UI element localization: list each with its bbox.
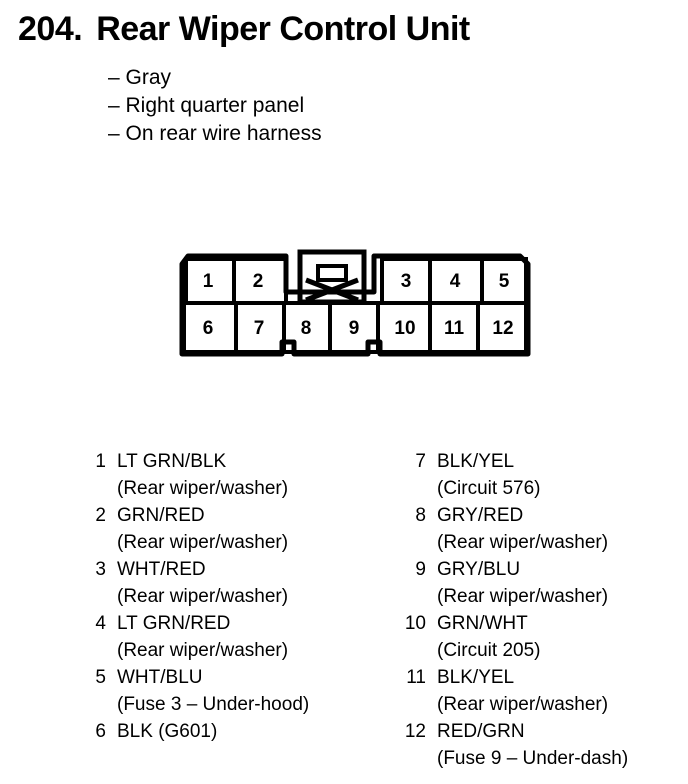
pin-number: 8 [415, 505, 426, 526]
pin-number: 10 [404, 613, 426, 634]
wire-circuit: (Rear wiper/washer) [437, 694, 609, 715]
pin-list-left [80, 448, 309, 745]
pin-list-right [400, 448, 628, 772]
pin-number: 2 [95, 505, 106, 526]
pin-number: 7 [415, 451, 426, 472]
pin-number: 4 [95, 613, 106, 634]
wire-color: BLK (G601) [117, 721, 218, 742]
wire-color: GRN/WHT [437, 613, 528, 634]
wire-color: GRY/BLU [437, 559, 521, 580]
wire-color: LT GRN/RED [117, 613, 231, 634]
wire-color: BLK/YEL [437, 667, 515, 688]
info-harness: – On rear wire harness [108, 122, 322, 145]
pin-label-11: 11 [443, 318, 465, 339]
pin-number: 9 [415, 559, 426, 580]
pin-label-7: 7 [253, 318, 265, 339]
pin-entry [400, 664, 628, 718]
pin-entry [80, 664, 309, 718]
pin-label-5: 5 [498, 271, 510, 292]
wire-color: GRY/RED [437, 505, 524, 526]
pin-number: 3 [95, 559, 106, 580]
wire-circuit: (Rear wiper/washer) [117, 532, 289, 553]
component-info [108, 64, 322, 148]
wire-circuit: (Rear wiper/washer) [437, 532, 609, 553]
info-location: – Right quarter panel [108, 94, 305, 117]
wire-circuit: (Rear wiper/washer) [117, 640, 289, 661]
pin-entry [80, 448, 309, 502]
pin-entry [80, 502, 309, 556]
pin-number: 5 [95, 667, 106, 688]
wire-circuit: (Circuit 205) [437, 640, 541, 661]
pin-label-1: 1 [202, 271, 214, 292]
wire-circuit: (Circuit 576) [437, 478, 541, 499]
pin-entry [80, 718, 309, 745]
pin-entry [80, 556, 309, 610]
wire-circuit: (Rear wiper/washer) [117, 478, 289, 499]
info-color: – Gray [108, 66, 172, 89]
pin-number: 6 [95, 721, 106, 742]
pin-number: 11 [406, 667, 426, 688]
pin-entry [400, 718, 628, 772]
pin-entry [80, 610, 309, 664]
pin-number: 12 [404, 721, 426, 742]
pin-entry [400, 448, 628, 502]
wire-circuit: (Rear wiper/washer) [437, 586, 609, 607]
pin-entry [400, 610, 628, 664]
pin-label-8: 8 [300, 318, 312, 339]
wire-color: LT GRN/BLK [117, 451, 227, 472]
pin-number: 1 [95, 451, 106, 472]
wire-color: RED/GRN [437, 721, 525, 742]
pin-label-10: 10 [394, 318, 416, 339]
pin-label-12: 12 [492, 318, 514, 339]
page-title [18, 10, 470, 49]
pin-entry [400, 502, 628, 556]
wire-circuit: (Rear wiper/washer) [117, 586, 289, 607]
wire-color: WHT/RED [117, 559, 206, 580]
wire-circuit: (Fuse 9 – Under-dash) [437, 748, 629, 769]
lock-tab-icon [318, 266, 346, 280]
pin-entry [400, 556, 628, 610]
pin-label-3: 3 [400, 271, 412, 292]
wire-color: BLK/YEL [437, 451, 515, 472]
wire-color: GRN/RED [117, 505, 205, 526]
wire-circuit: (Fuse 3 – Under-hood) [117, 694, 310, 715]
component-number: 204. [18, 10, 83, 48]
pin-label-2: 2 [252, 271, 264, 292]
connector-diagram [176, 246, 532, 364]
pin-label-9: 9 [348, 318, 360, 339]
component-name: Rear Wiper Control Unit [96, 10, 470, 48]
pin-label-6: 6 [202, 318, 214, 339]
wire-color: WHT/BLU [117, 667, 203, 688]
pin-label-4: 4 [449, 271, 461, 292]
